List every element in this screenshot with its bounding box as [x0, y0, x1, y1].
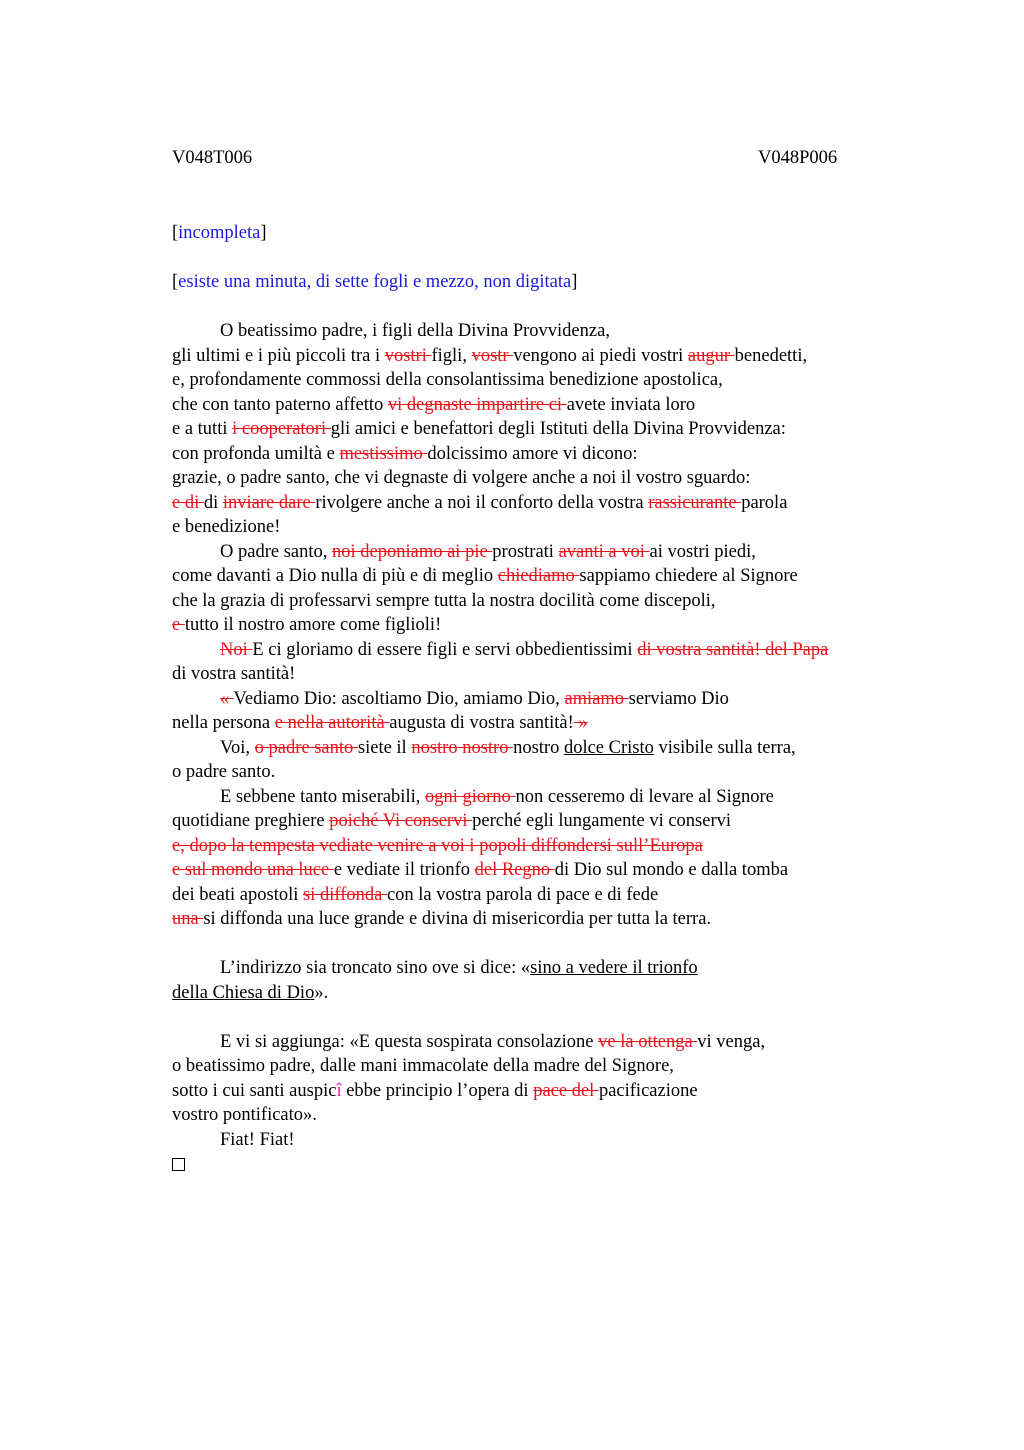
text-line	[172, 736, 892, 761]
deleted-text: pace del	[533, 1080, 599, 1101]
deleted-text: noi deponiamo ai pie	[332, 541, 493, 562]
underlined-text: sino a vedere il trionfo	[530, 958, 698, 978]
text-span: E vi si aggiunga: «E questa sospirata consolazione	[220, 1031, 599, 1052]
text-span: o beatissimo padre, dalle mani immacolate della madre del Signore,	[172, 1056, 674, 1076]
deleted-text: augur	[687, 345, 735, 366]
deleted-text: vostri	[384, 345, 432, 366]
end-square-icon	[172, 1158, 185, 1171]
blank-line	[172, 246, 892, 271]
text-line	[172, 515, 892, 540]
text-span: O padre santo,	[220, 541, 332, 562]
deleted-text: e di	[172, 492, 204, 513]
text-span: con la vostra parola di pace e di fede	[386, 884, 659, 905]
text-line	[172, 540, 892, 565]
editor-note: [esiste una minuta, di sette fogli e mezzo, non digitata]	[172, 272, 578, 292]
text-span: vi venga,	[697, 1031, 766, 1052]
text-line	[172, 834, 892, 859]
text-line	[172, 1079, 892, 1104]
text-line	[172, 344, 892, 369]
underlined-text: dolce Cristo	[563, 737, 654, 758]
text-line	[172, 760, 892, 785]
deleted-text: e, dopo la tempesta vediate venire a voi i popoli diffondersi sull’Europa	[172, 835, 703, 856]
text-line	[172, 1054, 892, 1079]
text-span: gli amici e benefattori degli Istituti della Divina Provvidenza:	[330, 419, 786, 439]
text-span: O beatissimo padre, i figli della Divina Provvidenza,	[220, 321, 610, 341]
text-span: rivolgere anche a noi il conforto della vostra	[315, 492, 649, 513]
text-span: e, profondamente commossi della consolantissima benedizione apostolica,	[172, 370, 723, 390]
text-span: che la grazia di professarvi sempre tutta la nostra docilità come discepoli,	[172, 590, 716, 611]
deleted-text: amiamo	[564, 688, 629, 709]
text-span: dei beati apostoli	[172, 884, 304, 905]
text-line	[172, 393, 892, 418]
deleted-text: del Regno	[474, 860, 555, 880]
text-span: ai vostri piedi,	[649, 541, 756, 562]
text-span: vostro pontificato».	[172, 1105, 317, 1125]
deleted-text: i cooperatori	[232, 419, 331, 439]
text-span: L’indirizzo sia troncato sino ove si dice: «	[220, 958, 531, 978]
text-span: sappiamo chiedere al Signore	[579, 566, 798, 586]
text-span: serviamo Dio	[628, 688, 729, 709]
deleted-text: chiediamo	[497, 566, 580, 586]
editor-note-text: esiste una minuta, di sette fogli e mezzo, non digitata	[178, 272, 572, 292]
text-span: augusta di vostra santità!	[389, 713, 574, 733]
text-span: e a tutti	[172, 419, 233, 439]
text-line	[172, 613, 892, 638]
text-line	[172, 466, 892, 491]
text-line	[172, 638, 892, 663]
text-span: sotto i cui santi auspic	[172, 1080, 337, 1101]
text-span: benedetti,	[734, 345, 808, 366]
text-span: quotidiane preghiere	[172, 811, 330, 831]
deleted-text: vostr	[471, 345, 514, 366]
deleted-text: Noi	[220, 639, 253, 660]
text-span: Fiat! Fiat!	[220, 1129, 295, 1150]
text-span: e vediate il trionfo	[333, 860, 475, 880]
deleted-text: rassicurante	[648, 492, 742, 513]
blank-line	[172, 295, 892, 320]
text-span: E ci gloriamo di essere figli e servi obbedientissimi	[252, 639, 638, 660]
blank-line	[172, 932, 892, 957]
text-span: parola	[741, 492, 788, 513]
text-line	[172, 981, 892, 1006]
end-marker-line	[172, 1152, 892, 1179]
editor-note: [incompleta]	[172, 223, 267, 243]
deleted-text: «	[220, 688, 234, 709]
text-span: prostrati	[492, 541, 559, 562]
deleted-text: poiché Vi conservi	[329, 811, 473, 831]
text-span: di	[203, 492, 223, 513]
deleted-text: »	[573, 713, 588, 733]
deleted-text: vi degnaste impartire ci	[387, 394, 567, 415]
text-span: tutto il nostro amore come figlioli!	[184, 615, 442, 635]
text-line	[172, 662, 892, 687]
document-body	[172, 221, 892, 1179]
deleted-text: o padre santo	[254, 737, 358, 758]
text-line	[172, 687, 892, 712]
text-span: nostro	[513, 737, 564, 758]
document-code-right: V048P006	[758, 148, 838, 168]
text-span: e benedizione!	[172, 517, 281, 537]
text-span: visibile sulla terra,	[653, 737, 796, 758]
text-line	[172, 1128, 892, 1153]
deleted-text: e sul mondo una luce	[172, 860, 334, 880]
deleted-text: si diffonda	[303, 884, 387, 905]
text-span: Vediamo Dio: ascoltiamo Dio, amiamo Dio,	[233, 688, 565, 709]
text-line	[172, 417, 892, 442]
text-line	[172, 442, 892, 467]
deleted-text: ve la ottenga	[598, 1031, 698, 1052]
blank-line	[172, 1005, 892, 1030]
text-span: grazie, o padre santo, che vi degnaste di volgere anche a noi il vostro sguardo:	[172, 468, 751, 488]
text-span: si diffonda una luce grande e divina di misericordia per tutta la terra.	[203, 909, 712, 929]
deleted-text: di vostra santità! del Papa	[637, 639, 829, 660]
text-line	[172, 589, 892, 614]
deleted-text: avanti a voi	[558, 541, 650, 562]
deleted-text: inviare dare	[222, 492, 316, 513]
text-span: come davanti a Dio nulla di più e di meglio	[172, 566, 498, 586]
text-span: vengono ai piedi vostri	[513, 345, 688, 366]
text-span: dolcissimo amore vi dicono:	[427, 443, 638, 464]
text-span: ebbe principio l’opera di	[341, 1080, 534, 1101]
deleted-text: e nella autorità	[274, 713, 390, 733]
text-line	[172, 564, 892, 589]
text-span: di vostra santità!	[172, 664, 296, 684]
text-line	[172, 319, 892, 344]
text-line	[172, 858, 892, 883]
text-span: non cesseremo di levare al Signore	[515, 786, 774, 807]
deleted-text: e	[172, 615, 185, 635]
deleted-text: ogni giorno	[424, 786, 516, 807]
text-span: E sebbene tanto miserabili,	[220, 786, 425, 807]
text-line	[172, 368, 892, 393]
text-line	[172, 809, 892, 834]
text-span: che con tanto paterno affetto	[172, 394, 388, 415]
text-line	[172, 1030, 892, 1055]
text-span: gli ultimi e i più piccoli tra i	[172, 345, 385, 366]
text-line	[172, 491, 892, 516]
text-line	[172, 711, 892, 736]
text-line	[172, 785, 892, 810]
text-span: di Dio sul mondo e dalla tomba	[554, 860, 789, 880]
deleted-text: mestissimo	[339, 443, 428, 464]
deleted-text: nostro nostro	[411, 737, 514, 758]
accented-character: î	[336, 1080, 342, 1101]
text-line	[172, 907, 892, 932]
text-span: siete il	[357, 737, 412, 758]
document-code-left: V048T006	[172, 148, 253, 168]
text-span: o padre santo.	[172, 762, 276, 782]
text-line	[172, 1103, 892, 1128]
text-line	[172, 956, 892, 981]
text-span: avete inviata loro	[566, 394, 696, 415]
underlined-text: della Chiesa di Dio	[172, 982, 315, 1003]
text-line	[172, 883, 892, 908]
text-span: nella persona	[172, 713, 275, 733]
editor-note-text: incompleta	[178, 223, 261, 243]
text-span: ».	[314, 982, 329, 1003]
text-span: figli,	[431, 345, 472, 366]
text-span: Voi,	[220, 737, 255, 758]
text-span: perché egli lungamente vi conservi	[472, 811, 732, 831]
deleted-text: una	[172, 909, 204, 929]
text-span: con profonda umiltà e	[172, 443, 340, 464]
text-span: pacificazione	[598, 1080, 698, 1101]
